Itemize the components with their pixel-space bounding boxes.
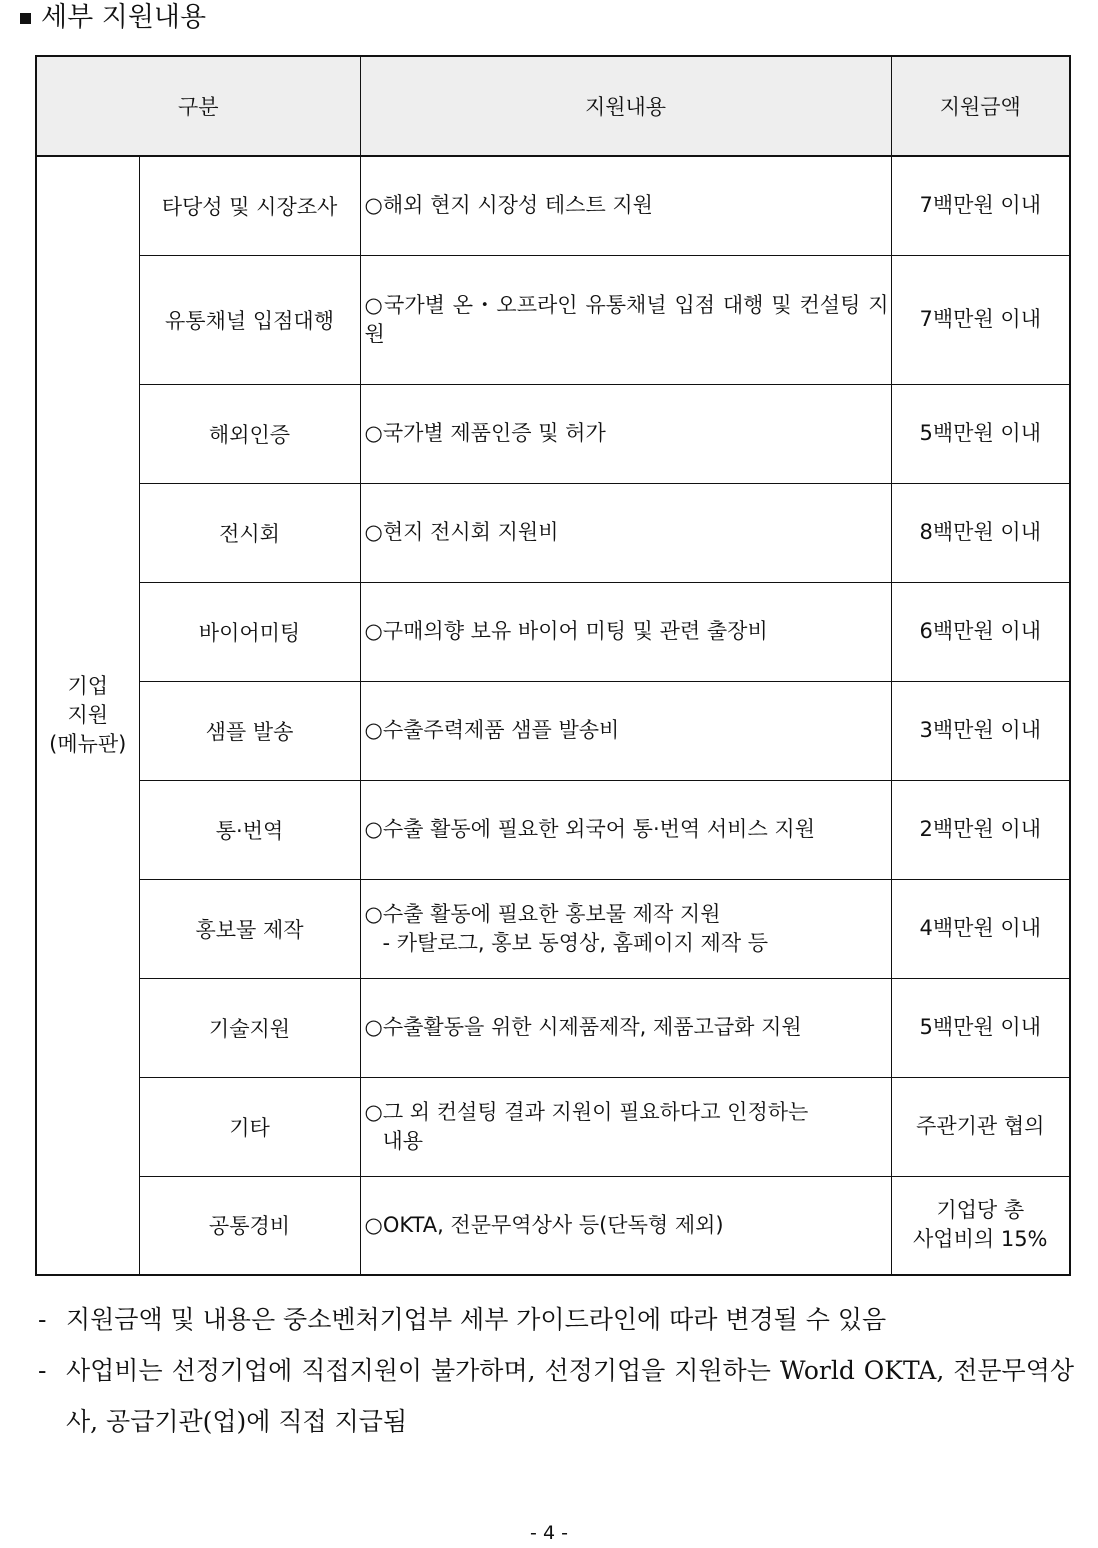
note-dash: -: [38, 1305, 47, 1334]
table-row: [36, 1176, 1070, 1275]
amount-line: 5백만원 이내: [919, 421, 1041, 445]
content-line: ○그 외 컨설팅 결과 지원이 필요하다고 인정하는: [364, 1099, 809, 1124]
header-category: 구분: [36, 56, 360, 156]
content-line: ○해외 현지 시장성 테스트 지원: [364, 193, 653, 218]
content-line: ○OKTA, 전문무역상사 등(단독형 제외): [364, 1212, 724, 1237]
subcategory-cell: 공통경비: [139, 1176, 360, 1275]
subcategory-cell: 유통채널 입점대행: [139, 255, 360, 384]
subcategory-cell: 전시회: [139, 483, 360, 582]
subcategory-cell: 해외인증: [139, 384, 360, 483]
section-title: 세부 지원내용: [41, 2, 207, 33]
amount-line: 2백만원 이내: [919, 817, 1041, 841]
content-cell: [360, 780, 891, 879]
support-table: [35, 55, 1071, 1276]
amount-cell: [891, 1176, 1070, 1275]
amount-cell: [891, 978, 1070, 1077]
category-cell: [36, 156, 139, 1275]
note-text: 지원금액 및 내용은 중소벤처기업부 세부 가이드라인에 따라 변경될 수 있음: [66, 1305, 887, 1334]
table-row: [36, 879, 1070, 978]
amount-cell: [891, 879, 1070, 978]
content-cell: [360, 1176, 891, 1275]
table-row: [36, 780, 1070, 879]
table-row: [36, 681, 1070, 780]
header-amount: 지원금액: [891, 56, 1070, 156]
amount-cell: [891, 681, 1070, 780]
amount-cell: [891, 384, 1070, 483]
amount-line: 7백만원 이내: [919, 193, 1041, 218]
content-line: ○국가별 제품인증 및 허가: [364, 421, 606, 445]
content-cell: [360, 978, 891, 1077]
content-cell: [360, 582, 891, 681]
amount-line: 5백만원 이내: [919, 1015, 1041, 1039]
category-line: (메뉴판): [49, 732, 127, 756]
table-body: [36, 156, 1070, 1275]
content-line: - 카탈로그, 홍보 동영상, 홈페이지 제작 등: [382, 930, 769, 955]
subcategory-cell: 기타: [139, 1077, 360, 1176]
amount-cell: [891, 1077, 1070, 1176]
table-row: [36, 156, 1070, 255]
section-title-row: [20, 0, 206, 36]
content-cell: [360, 483, 891, 582]
table-row: [36, 384, 1070, 483]
note-item: [38, 1294, 1074, 1345]
subcategory-cell: 홍보물 제작: [139, 879, 360, 978]
content-line: ○수출 활동에 필요한 홍보물 제작 지원: [364, 901, 721, 926]
subcategory-cell: 기술지원: [139, 978, 360, 1077]
content-line: ○구매의향 보유 바이어 미팅 및 관련 출장비: [364, 619, 768, 643]
amount-line: 3백만원 이내: [919, 718, 1041, 742]
amount-line: 8백만원 이내: [919, 520, 1041, 544]
table-row: [36, 483, 1070, 582]
amount-line: 4백만원 이내: [919, 916, 1041, 940]
note-item: [38, 1345, 1074, 1447]
content-cell: [360, 255, 891, 384]
subcategory-cell: 바이어미팅: [139, 582, 360, 681]
amount-cell: [891, 255, 1070, 384]
subcategory-cell: 샘플 발송: [139, 681, 360, 780]
amount-cell: [891, 483, 1070, 582]
square-bullet-icon: [20, 13, 31, 24]
table-row: [36, 978, 1070, 1077]
amount-cell: [891, 780, 1070, 879]
note-dash: -: [38, 1356, 47, 1385]
content-line: ○수출 활동에 필요한 외국어 통·번역 서비스 지원: [364, 817, 815, 841]
amount-line: 6백만원 이내: [919, 619, 1041, 643]
amount-line: 사업비의 15%: [913, 1227, 1048, 1252]
content-line: ○현지 전시회 지원비: [364, 520, 559, 544]
amount-line: 기업당 총: [936, 1198, 1025, 1223]
content-line: ○국가별 온・오프라인 유통채널 입점 대행 및 컨설팅 지원: [364, 292, 889, 346]
amount-line: 7백만원 이내: [919, 307, 1041, 331]
amount-line: 주관기관 협의: [916, 1114, 1045, 1138]
table-row: [36, 1077, 1070, 1176]
table-row: [36, 255, 1070, 384]
subcategory-cell: 통·번역: [139, 780, 360, 879]
content-line: ○수출주력제품 샘플 발송비: [364, 718, 620, 742]
content-line: ○수출활동을 위한 시제품제작, 제품고급화 지원: [364, 1015, 802, 1039]
category-line: 기업: [67, 674, 109, 698]
content-cell: [360, 681, 891, 780]
table-header-row: [36, 56, 1070, 156]
amount-cell: [891, 156, 1070, 255]
content-line: 내용: [382, 1128, 424, 1153]
amount-cell: [891, 582, 1070, 681]
page-number: - 4 -: [530, 1522, 568, 1544]
category-line: 지원: [67, 703, 109, 727]
content-cell: [360, 1077, 891, 1176]
table-row: [36, 582, 1070, 681]
content-cell: [360, 879, 891, 978]
content-cell: [360, 156, 891, 255]
note-text: 사업비는 선정기업에 직접지원이 불가하며, 선정기업을 지원하는 World OKTA, 전문무역상사, 공급기관(업)에 직접 지급됨: [66, 1356, 1074, 1436]
content-cell: [360, 384, 891, 483]
header-content: 지원내용: [360, 56, 891, 156]
notes: [38, 1294, 1074, 1447]
subcategory-cell: 타당성 및 시장조사: [139, 156, 360, 255]
